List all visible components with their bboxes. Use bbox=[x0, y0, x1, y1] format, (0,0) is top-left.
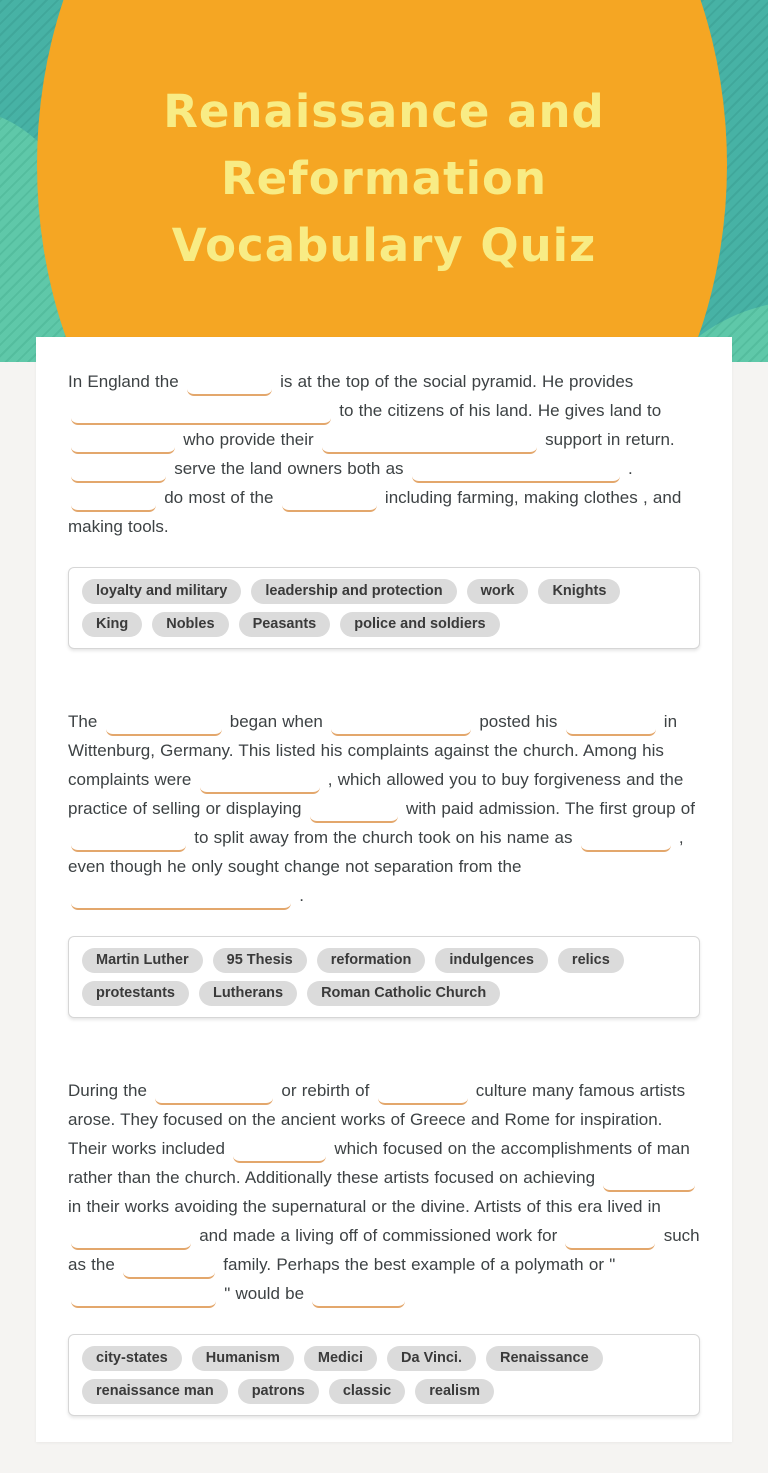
fill-blank-input[interactable] bbox=[71, 834, 186, 852]
word-bank-chip[interactable]: patrons bbox=[238, 1379, 319, 1404]
fill-blank-input[interactable] bbox=[71, 892, 291, 910]
word-bank-chip[interactable]: reformation bbox=[317, 948, 426, 973]
word-bank-chip[interactable]: police and soldiers bbox=[340, 612, 499, 637]
fill-blank-input[interactable] bbox=[322, 436, 537, 454]
word-bank-chip[interactable]: classic bbox=[329, 1379, 405, 1404]
question-text: During the bbox=[68, 1081, 153, 1100]
word-bank-chip[interactable]: Lutherans bbox=[199, 981, 297, 1006]
question-text: and made a living off of commissioned work for bbox=[194, 1226, 563, 1245]
word-bank-chip[interactable]: Humanism bbox=[192, 1346, 294, 1371]
fill-blank-input[interactable] bbox=[187, 378, 272, 396]
fill-blank-input[interactable] bbox=[71, 494, 156, 512]
word-bank-chip[interactable]: Knights bbox=[538, 579, 620, 604]
fill-blank-input[interactable] bbox=[200, 776, 320, 794]
question-text: to split away from the church took on his name as bbox=[189, 828, 578, 847]
question-text: , even though he only sought change not separation from the bbox=[68, 828, 684, 876]
fill-blank-input[interactable] bbox=[106, 718, 222, 736]
question-text: with paid admission. The first group of bbox=[400, 799, 695, 818]
fill-blank-input[interactable] bbox=[581, 834, 671, 852]
word-bank-chip[interactable]: renaissance man bbox=[82, 1379, 228, 1404]
fill-blank-input[interactable] bbox=[71, 436, 175, 454]
question-text: posted his bbox=[474, 712, 563, 731]
word-bank-chip[interactable]: leadership and protection bbox=[251, 579, 456, 604]
worksheet-card bbox=[36, 337, 732, 1442]
word-bank-chip[interactable]: indulgences bbox=[435, 948, 548, 973]
word-bank bbox=[68, 936, 700, 1018]
fill-blank-input[interactable] bbox=[565, 1232, 655, 1250]
question-text: or rebirth of bbox=[276, 1081, 375, 1100]
question-paragraph bbox=[68, 367, 700, 541]
quiz-title-line-3: Vocabulary Quiz bbox=[171, 219, 597, 272]
fill-blank-input[interactable] bbox=[71, 1290, 216, 1308]
question-paragraph bbox=[68, 1076, 700, 1308]
word-bank-chip[interactable]: Da Vinci. bbox=[387, 1346, 476, 1371]
word-bank-chip[interactable]: protestants bbox=[82, 981, 189, 1006]
question-text: in their works avoiding the supernatural or the divine. Artists of this era lived in bbox=[68, 1197, 661, 1216]
question-text: , which allowed you to buy forgiveness and the practice of selling or displaying bbox=[68, 770, 684, 818]
question-block bbox=[68, 707, 700, 1018]
question-text: " would be bbox=[219, 1284, 310, 1303]
question-text: support in return. bbox=[539, 430, 675, 449]
hero-banner bbox=[0, 0, 768, 362]
question-text: The bbox=[68, 712, 103, 731]
question-text: serve the land owners both as bbox=[169, 459, 409, 478]
fill-blank-input[interactable] bbox=[233, 1145, 326, 1163]
question-text: to the citizens of his land. He gives land to bbox=[334, 401, 662, 420]
question-paragraph bbox=[68, 707, 700, 910]
fill-blank-input[interactable] bbox=[71, 1232, 191, 1250]
word-bank-chip[interactable]: Nobles bbox=[152, 612, 228, 637]
question-text: who provide their bbox=[178, 430, 319, 449]
word-bank bbox=[68, 1334, 700, 1416]
question-text: in Wittenburg, Germany. This listed his complaints against the church. Among his complaints were bbox=[68, 712, 678, 789]
question-text: such as the bbox=[68, 1226, 700, 1274]
question-text: do most of the bbox=[159, 488, 279, 507]
fill-blank-input[interactable] bbox=[312, 1290, 405, 1308]
word-bank-chip[interactable]: Peasants bbox=[239, 612, 331, 637]
question-text: culture many famous artists arose. They focused on the ancient works of Greece and Rome for inspiration. Their works included bbox=[68, 1081, 686, 1158]
question-text: which focused on the accomplishments of man rather than the church. Additionally these artists focused on achieving bbox=[68, 1139, 690, 1187]
question-text: . bbox=[294, 886, 304, 905]
word-bank bbox=[68, 567, 700, 649]
question-text: . bbox=[622, 459, 633, 478]
word-bank-chip[interactable]: Roman Catholic Church bbox=[307, 981, 500, 1006]
fill-blank-input[interactable] bbox=[603, 1174, 695, 1192]
fill-blank-input[interactable] bbox=[123, 1261, 215, 1279]
word-bank-chip[interactable]: loyalty and military bbox=[82, 579, 241, 604]
fill-blank-input[interactable] bbox=[71, 407, 331, 425]
word-bank-chip[interactable]: Martin Luther bbox=[82, 948, 203, 973]
word-bank-chip[interactable]: city-states bbox=[82, 1346, 182, 1371]
fill-blank-input[interactable] bbox=[566, 718, 656, 736]
fill-blank-input[interactable] bbox=[155, 1087, 273, 1105]
quiz-title-line-1: Renaissance and bbox=[163, 85, 605, 138]
fill-blank-input[interactable] bbox=[412, 465, 620, 483]
word-bank-chip[interactable]: King bbox=[82, 612, 142, 637]
question-text: In England the bbox=[68, 372, 184, 391]
question-block bbox=[68, 1076, 700, 1416]
fill-blank-input[interactable] bbox=[331, 718, 471, 736]
word-bank-chip[interactable]: 95 Thesis bbox=[213, 948, 307, 973]
question-block bbox=[68, 367, 700, 649]
fill-blank-input[interactable] bbox=[378, 1087, 468, 1105]
question-text: including farming, making clothes , and making tools. bbox=[68, 488, 682, 536]
quiz-title-line-2: Reformation bbox=[221, 152, 547, 205]
fill-blank-input[interactable] bbox=[310, 805, 398, 823]
word-bank-chip[interactable]: Renaissance bbox=[486, 1346, 603, 1371]
fill-blank-input[interactable] bbox=[282, 494, 377, 512]
question-text: is at the top of the social pyramid. He provides bbox=[274, 372, 634, 391]
question-text: family. Perhaps the best example of a polymath or " bbox=[218, 1255, 616, 1274]
fill-blank-input[interactable] bbox=[71, 465, 166, 483]
word-bank-chip[interactable]: relics bbox=[558, 948, 624, 973]
word-bank-chip[interactable]: Medici bbox=[304, 1346, 377, 1371]
word-bank-chip[interactable]: work bbox=[467, 579, 529, 604]
word-bank-chip[interactable]: realism bbox=[415, 1379, 494, 1404]
question-text: began when bbox=[224, 712, 329, 731]
quiz-title bbox=[0, 0, 768, 279]
